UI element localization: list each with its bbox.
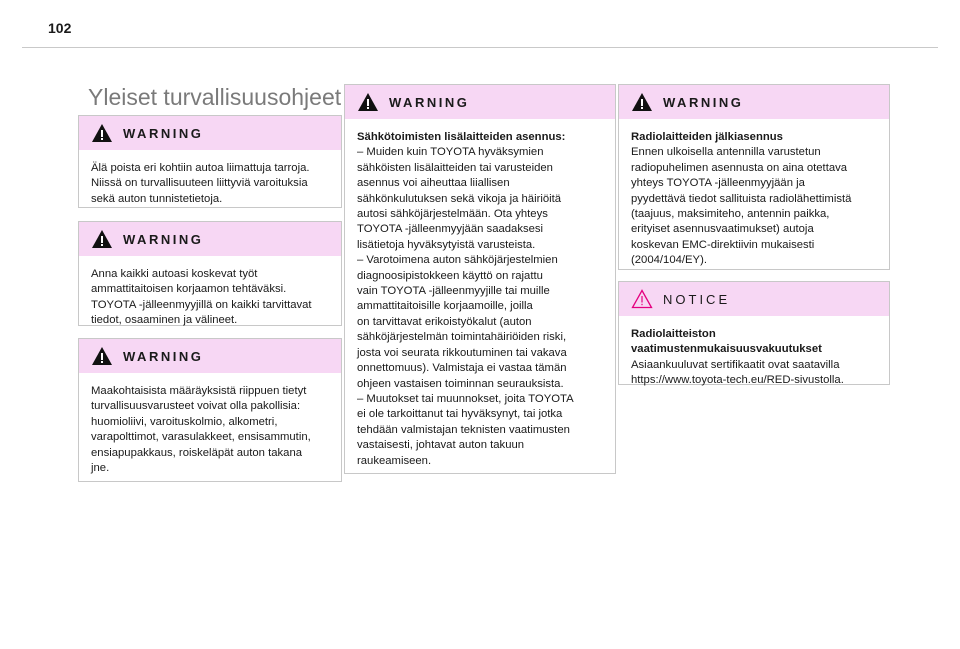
text-line: sekä auton tunnistetietoja.	[91, 192, 223, 205]
header-divider	[22, 47, 938, 48]
text-line: Anna kaikki autoasi koskevat työt	[91, 268, 258, 280]
text-line: https://www.toyota-tech.eu/RED-sivustolla.	[631, 374, 844, 387]
text-line: ei ole tarkoittanut tai hyväksynyt, tai jotka	[357, 408, 563, 421]
notice-header	[619, 282, 889, 316]
warning-label: WARNING	[123, 231, 204, 247]
text-line: ohjeen vastaisen toiminnan seurauksista.	[357, 377, 564, 390]
warning-text	[79, 373, 341, 484]
warning-text	[619, 119, 889, 277]
text-line: (2004/104/EY).	[631, 254, 707, 267]
text-line: tehdään valmistajan teknisten vaatimusten	[357, 423, 570, 436]
warning-heading: Radiolaitteiden jälkiasennus	[631, 131, 783, 143]
text-line: on tarvittavat erikoistyökalut (auton	[357, 315, 532, 328]
text-line: onnettomuus). Valmistaja ei vastaa tämän	[357, 362, 567, 375]
warning-box-radio	[618, 84, 890, 270]
warning-text	[345, 119, 615, 477]
warning-header	[619, 85, 889, 119]
text-line: diagnoosipistokkeen käyttö on rajattu	[357, 269, 543, 282]
notice-heading: vaatimustenmukaisuusvakuutukset	[631, 343, 822, 356]
warning-header	[79, 222, 341, 256]
warning-triangle-icon	[91, 346, 113, 366]
text-line: radiopuhelimen asennusta on aina otettava	[631, 161, 848, 174]
warning-triangle-icon	[357, 92, 379, 112]
text-line: josta voi seurata rikkoutuminen tai vakava	[357, 346, 567, 359]
warning-triangle-icon	[91, 123, 113, 143]
text-line: – Muiden kuin TOYOTA hyväksymien	[357, 146, 544, 159]
text-line: pyydettävä tiedot sallituista radiolähettimistä	[631, 192, 852, 205]
text-line: erityiset asennusvaatimukset) autoja	[631, 223, 814, 236]
notice-label: NOTICE	[663, 291, 731, 307]
warning-label: WARNING	[123, 348, 204, 364]
text-line: asennus voi aiheuttaa liiallisen	[357, 177, 510, 190]
text-line: turvallisuusvarusteet voivat olla pakollisia:	[91, 400, 301, 413]
warning-label: WARNING	[123, 125, 204, 141]
text-line: ensiapupakkaus, roiskeläpät auton takana	[91, 446, 303, 459]
warning-text	[79, 150, 341, 215]
text-line: Asiaankuuluvat sertifikaatit ovat saatavilla	[631, 358, 840, 371]
text-line: vain TOYOTA -jälleenmyyjille tai muille	[357, 285, 550, 298]
warning-label: WARNING	[389, 94, 470, 110]
warning-heading: Sähkötoimisten lisälaitteiden asennus:	[357, 131, 566, 143]
warning-box-workshop	[78, 221, 342, 326]
text-line: jne.	[91, 462, 110, 475]
warning-box-equipment	[78, 338, 342, 482]
warning-box-labels	[78, 115, 342, 208]
text-line: vastaisesti, johtavat auton takuun	[357, 439, 525, 452]
text-line: ammattitaitoisen korjaamon tehtäväksi.	[91, 283, 287, 296]
notice-heading: Radiolaitteiston	[631, 328, 716, 340]
text-line: huomioliivi, varoituskolmio, alkometri,	[91, 415, 278, 428]
text-line: raukeamiseen.	[357, 454, 432, 467]
text-line: – Muutokset tai muunnokset, joita TOYOTA	[357, 392, 574, 405]
notice-box-conformity	[618, 281, 890, 385]
text-line: TOYOTA -jälleenmyyjään saadaksesi	[357, 223, 544, 236]
warning-triangle-icon	[91, 229, 113, 249]
text-line: sähköjärjestelmän toimintahäiriöiden riski,	[357, 331, 567, 344]
text-line: (taajuus, maksimiteho, antennin paikka,	[631, 208, 830, 221]
text-line: koskevan EMC-direktiivin mukaisesti	[631, 238, 815, 251]
text-line: Ennen ulkoisella antennilla varustetun	[631, 146, 821, 159]
text-line: – Varotoimena auton sähköjärjestelmien	[357, 254, 558, 267]
text-line: Älä poista eri kohtiin autoa liimattuja tarroja.	[91, 162, 310, 174]
warning-header	[79, 116, 341, 150]
warning-header	[345, 85, 615, 119]
warning-triangle-icon	[631, 92, 653, 112]
text-line: varapolttimot, varasulakkeet, ensisammutin,	[91, 431, 311, 444]
text-line: yhteys TOYOTA -jälleenmyyjään ja	[631, 177, 805, 190]
text-line: TOYOTA -jälleenmyyjillä on kaikki tarvittavat	[91, 298, 312, 311]
text-line: sähkönkulutuksen sekä vikoja ja häiriöitä	[357, 192, 562, 205]
text-line: Maakohtaisista määräyksistä riippuen tietyt	[91, 385, 307, 397]
warning-box-electrical	[344, 84, 616, 474]
text-line: lisätietoja hyväksytyistä varusteista.	[357, 238, 536, 251]
text-line: autosi sähköjärjestelmään. Ota yhteys	[357, 208, 548, 221]
notice-text	[619, 316, 889, 397]
page-number: 102	[48, 20, 72, 36]
text-line: sähköisten lisälaitteiden tai varusteiden	[357, 161, 553, 174]
page-title: Yleiset turvallisuusohjeet	[88, 84, 342, 110]
text-line: tiedot, osaaminen ja välineet.	[91, 314, 238, 327]
text-line: ammattitaitoisille korjaamoille, joilla	[357, 300, 533, 313]
notice-triangle-icon	[631, 289, 653, 309]
warning-text	[79, 256, 341, 337]
warning-label: WARNING	[663, 94, 744, 110]
text-line: Niissä on turvallisuuteen liittyviä varoituksia	[91, 177, 308, 190]
warning-header	[79, 339, 341, 373]
